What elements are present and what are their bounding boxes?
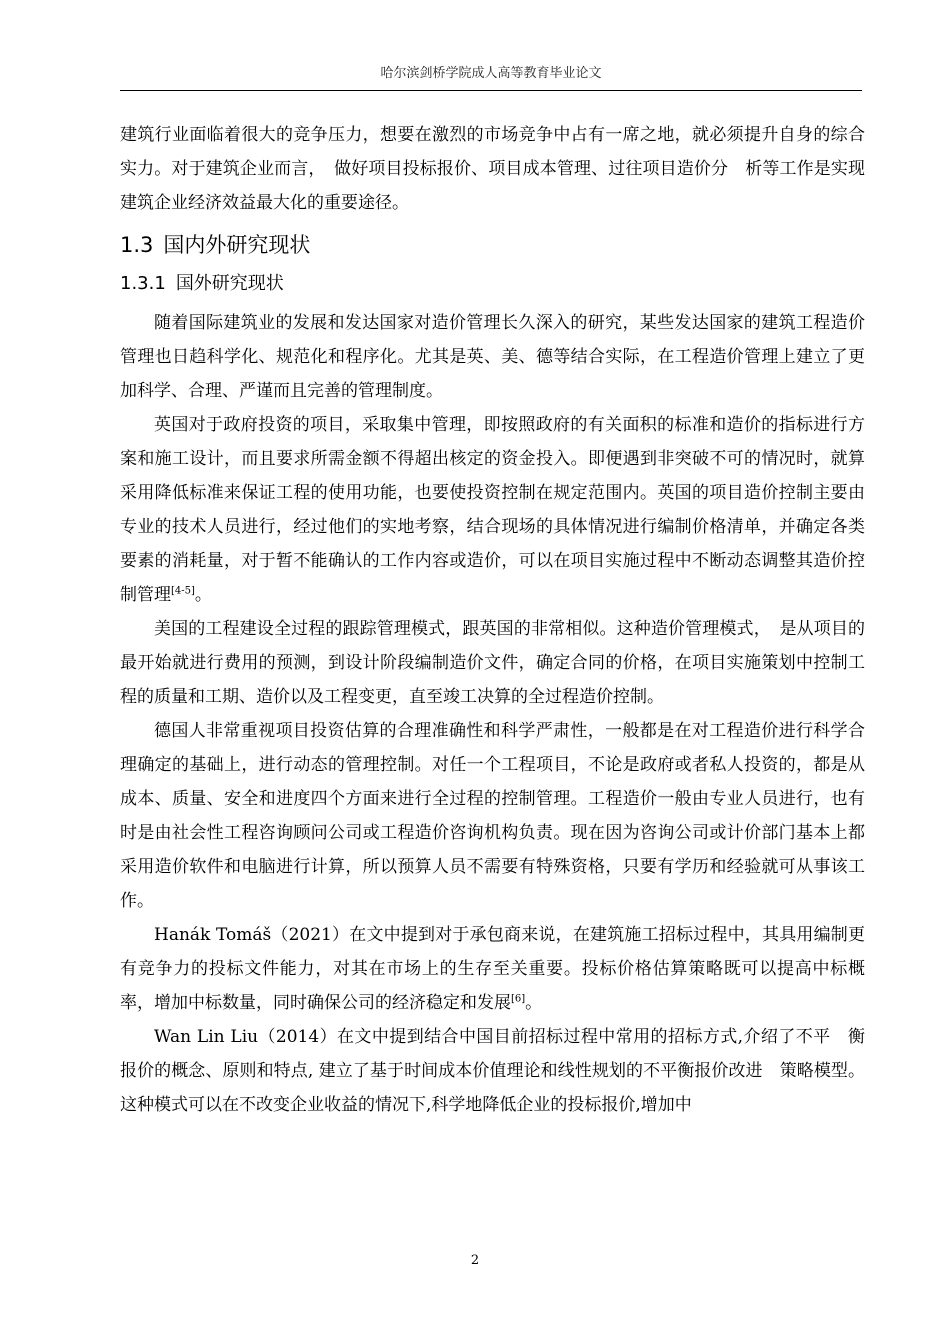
paragraph-us [120, 612, 865, 714]
section-title: 国内外研究现状 [163, 233, 311, 257]
paragraph-text: 德国人非常重视项目投资估算的合理准确性和科学严肃性，一般都是在对工程造价进行科学合理确定的基础上，进行动态的管理控制。对任一个工程项目，不论是政府或者私人投资的，都是从成本、质量、安全和进度四个方面来进行全过程的控制管理。工程造价一般由专业人员进行，也有时是由社会性工程咨询顾问公司或工程造价咨询机构负责。现在因为咨询公司或计价部门基本上都采用造价软件和电脑进行计算，所以预算人员不需要有特殊资格，只要有学历和经验就可从事该工作。 [120, 721, 865, 911]
paragraph-text: 美国的工程建设全过程的跟踪管理模式，跟英国的非常相似。这种造价管理模式， 是从项目的最开始就进行费用的预测，到设计阶段编制造价文件，确定合同的价格，在项目实施策划中控制工程的质量和工期、造价以及工程变更，直至竣工决算的全过程造价控制。 [120, 619, 865, 707]
intro-paragraph: 建筑行业面临着很大的竞争压力，想要在激烈的市场竞争中占有一席之地，就必须提升自身的综合实力。对于建筑企业而言， 做好项目投标报价、项目成本管理、过往项目造价分 析等工作是实现建筑企业经济效益最大化的重要途径。 [120, 125, 865, 213]
header-title: 哈尔滨剑桥学院成人高等教育毕业论文 [380, 66, 602, 81]
paragraph-hanak [120, 918, 865, 1020]
paragraph-text: 随着国际建筑业的发展和发达国家对造价管理长久深入的研究，某些发达国家的建筑工程造价管理也日趋科学化、规范化和程序化。尤其是英、美、德等结合实际，在工程造价管理上建立了更加科学、合理、严谨而且完善的管理制度。 [120, 313, 865, 401]
paragraph-germany [120, 714, 865, 918]
paragraph-tail: 。 [194, 585, 212, 605]
running-header [120, 64, 862, 91]
paragraph-liu [120, 1020, 865, 1122]
paragraph-overview [120, 306, 865, 408]
section-heading [120, 230, 865, 260]
subsection-heading [120, 270, 865, 298]
paragraph-text: 英国对于政府投资的项目，采取集中管理，即按照政府的有关面积的标准和造价的指标进行方案和施工设计，而且要求所需金额不得超出核定的资金投入。即便遇到非突破不可的情况时，就算采用降低标准来保证工程的使用功能，也要使投资控制在规定范围内。英国的项目造价控制主要由专业的技术人员进行，经过他们的实地考察，结合现场的具体情况进行编制价格清单，并确定各类要素的消耗量，对于暂不能确认的工作内容或造价，可以在项目实施过程中不断动态调整其造价控制管理 [120, 415, 865, 605]
section-number: 1.3 [120, 233, 154, 257]
subsection-number: 1.3.1 [120, 273, 166, 294]
subsection-title: 国外研究现状 [175, 273, 284, 294]
paragraph-text: Hanák Tomáš（2021）在文中提到对于承包商来说，在建筑施工招标过程中，其具用编制更有竞争力的投标文件能力，对其在市场上的生存至关重要。投标价格估算策略既可以提高中标概率，增加中标数量，同时确保公司的经济稳定和发展 [120, 925, 865, 1013]
body-content [120, 118, 865, 1122]
citation-ref: [6] [511, 993, 526, 1005]
citation-ref: [4-5] [171, 585, 195, 597]
page-number: 2 [470, 1253, 480, 1268]
paragraph-text: Wan Lin Liu（2014）在文中提到结合中国目前招标过程中常用的招标方式,介绍了不平 衡报价的概念、原则和特点, 建立了基于时间成本价值理论和线性规划的不平衡报价改进 策略模型。这种模式可以在不改变企业收益的情况下,科学地降低企业的投标报价,增加中 [120, 1027, 865, 1115]
paragraph-uk [120, 408, 865, 612]
paragraph-tail: 。 [525, 993, 543, 1013]
